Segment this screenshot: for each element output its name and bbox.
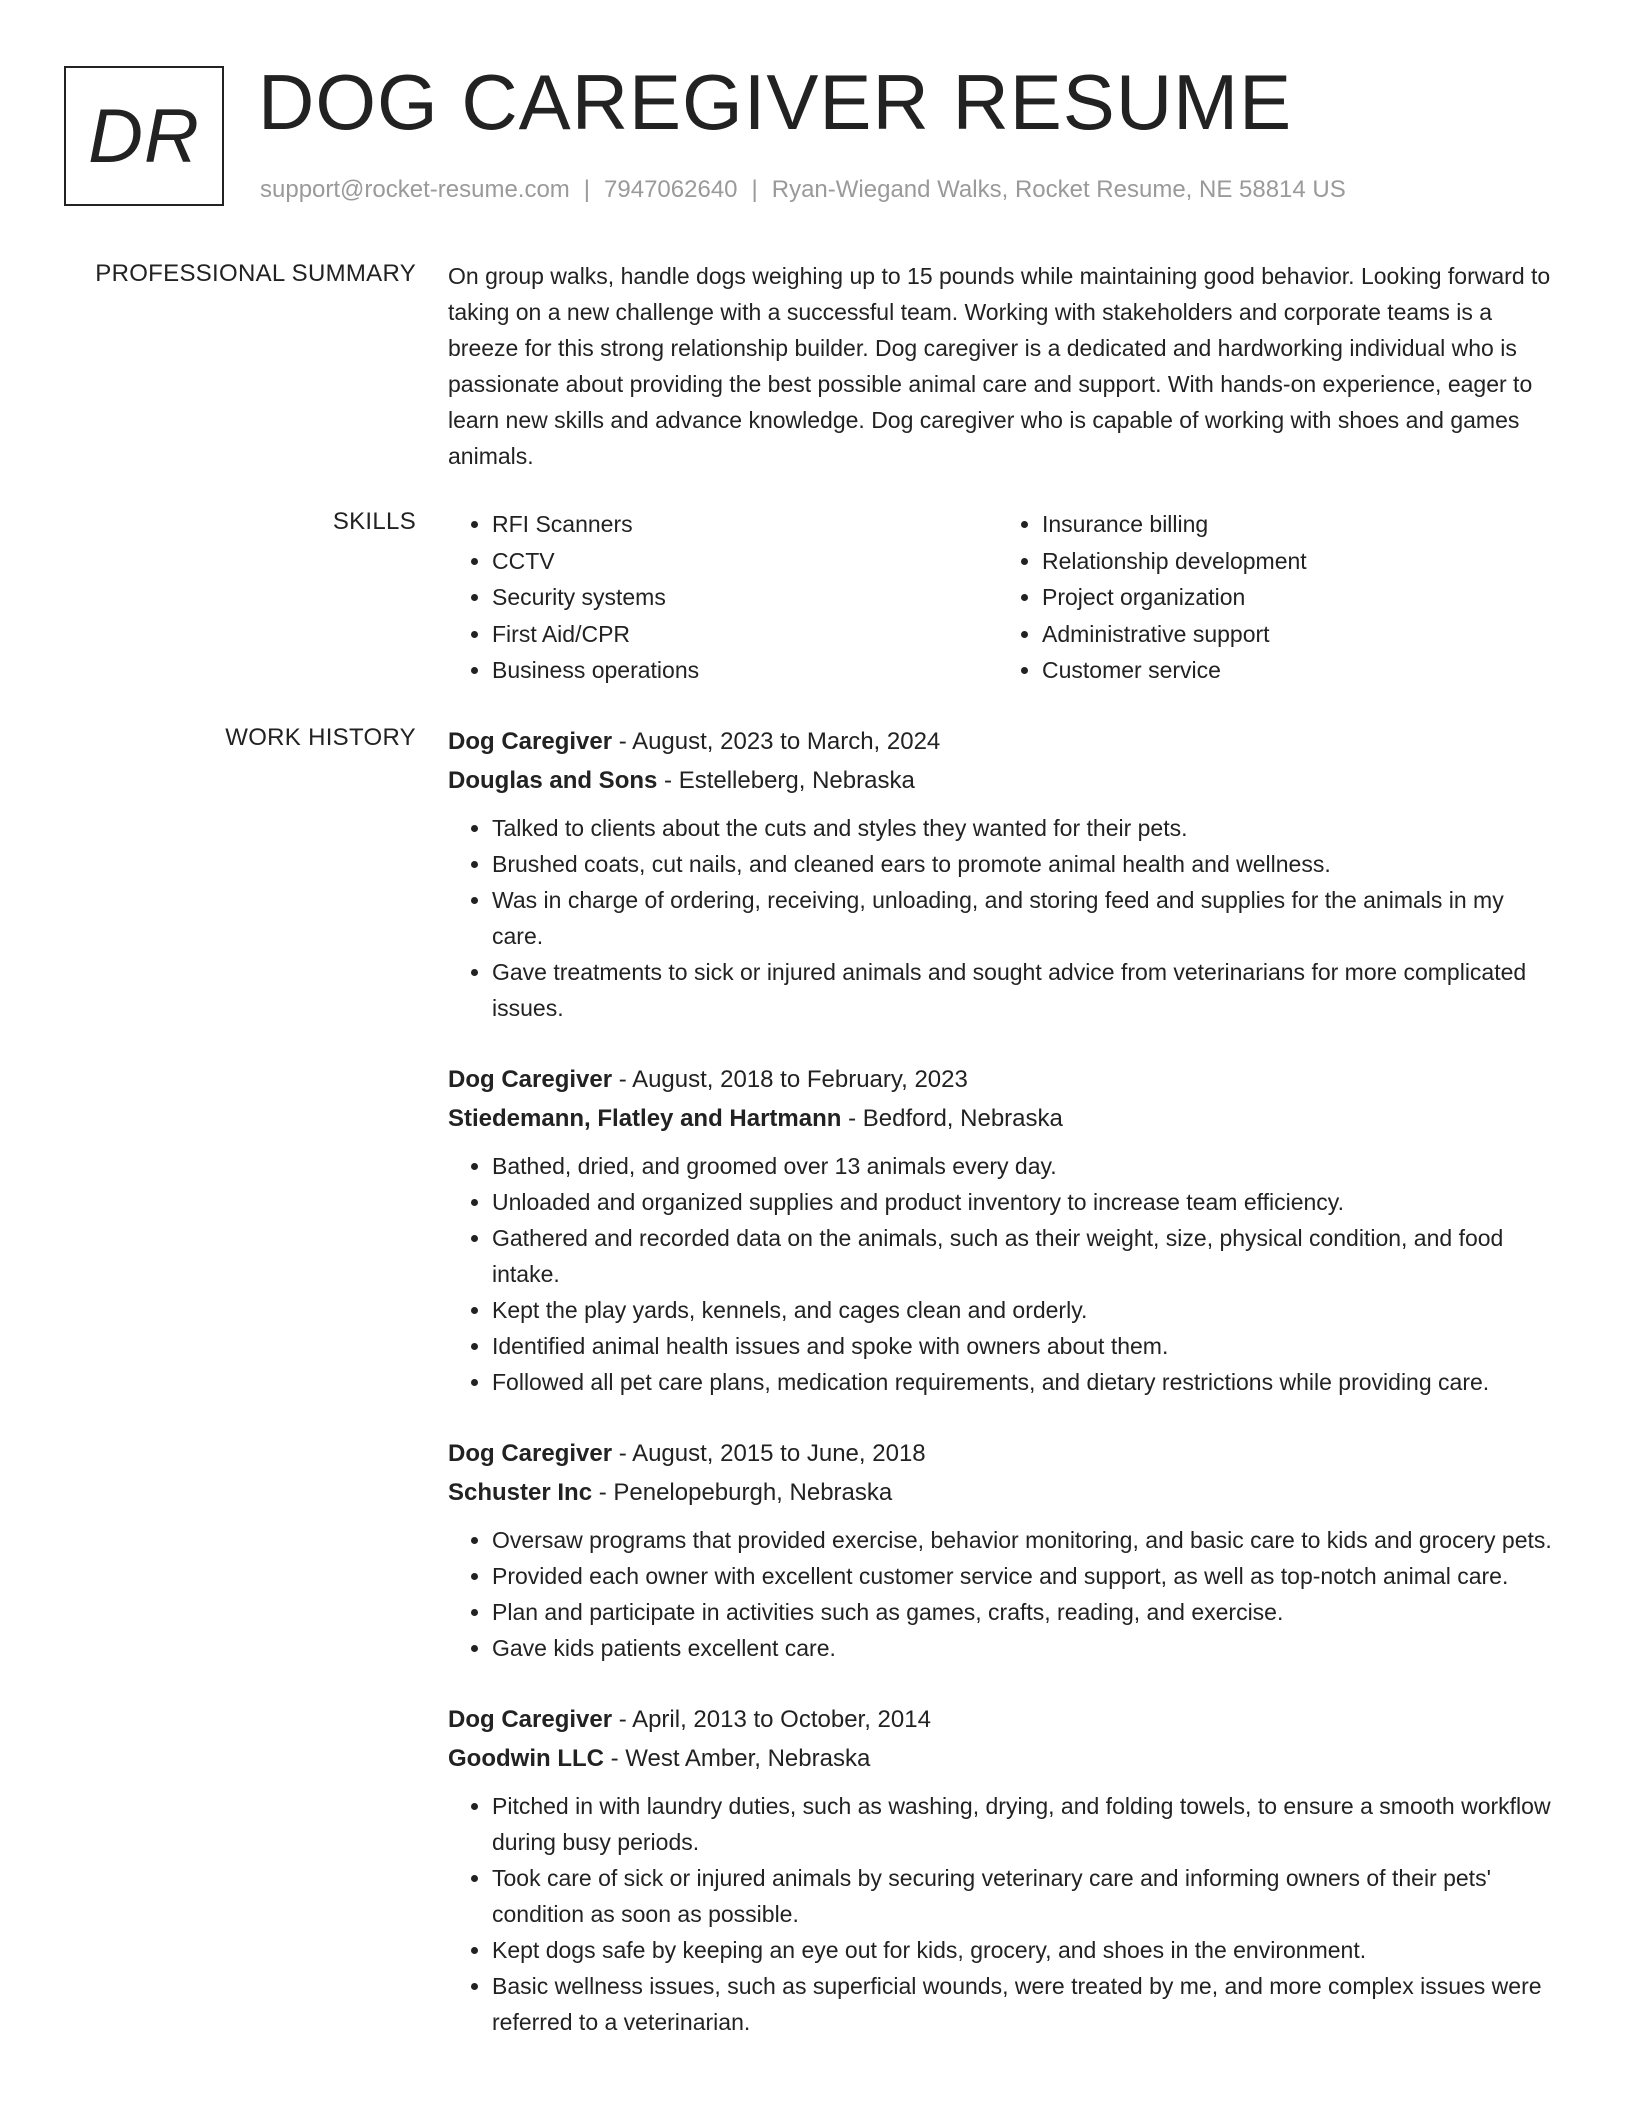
job-bullet: • Basic wellness issues, such as superficial wounds, were treated by me, and more complex issues were referred to a veterinarian. xyxy=(492,1968,1558,2040)
section-label-work: WORK HISTORY xyxy=(225,724,416,751)
job-company: Schuster Inc xyxy=(448,1479,593,1506)
job-bullet: • Took care of sick or injured animals by securing veterinary care and informing owners of their pets' condition as soon as possible. xyxy=(492,1860,1558,1932)
job-dates: - August, 2018 to February, 2023 xyxy=(612,1066,968,1093)
skill-item: • RFI Scanners xyxy=(492,506,998,543)
job-title: Dog Caregiver xyxy=(448,728,613,755)
section-label-summary: PROFESSIONAL SUMMARY xyxy=(95,260,416,287)
job-bullet: • Identified animal health issues and spoke with owners about them. xyxy=(492,1328,1558,1364)
job-entry xyxy=(448,722,1558,1026)
resume-title: DOG CAREGIVER RESUME xyxy=(258,58,1293,146)
job-bullet: • Pitched in with laundry duties, such as washing, drying, and folding towels, to ensure a smooth workflow during busy periods. xyxy=(492,1788,1558,1860)
job-company-line xyxy=(448,761,1558,800)
job-bullets xyxy=(448,810,1558,1026)
skills-list-left xyxy=(448,506,998,689)
job-bullet: • Kept the play yards, kennels, and cages clean and orderly. xyxy=(492,1292,1558,1328)
job-company-line xyxy=(448,1099,1558,1138)
job-bullet: • Talked to clients about the cuts and styles they wanted for their pets. xyxy=(492,810,1558,846)
work-history-body xyxy=(448,722,1558,2074)
job-dates: - August, 2023 to March, 2024 xyxy=(612,728,941,755)
job-company: Douglas and Sons xyxy=(448,767,658,794)
job-company: Goodwin LLC xyxy=(448,1745,604,1772)
job-dates: - August, 2015 to June, 2018 xyxy=(612,1440,926,1467)
job-bullets xyxy=(448,1148,1558,1400)
job-bullets xyxy=(448,1788,1558,2040)
job-title-line xyxy=(448,1434,1558,1473)
skill-item: • Relationship development xyxy=(1042,543,1548,580)
contact-email: support@rocket-resume.com xyxy=(260,176,570,203)
job-bullet: • Followed all pet care plans, medication requirements, and dietary restrictions while providing care. xyxy=(492,1364,1558,1400)
skill-item: • CCTV xyxy=(492,543,998,580)
monogram-box xyxy=(64,66,224,206)
job-bullet: • Oversaw programs that provided exercise, behavior monitoring, and basic care to kids and grocery pets. xyxy=(492,1522,1558,1558)
job-bullet: • Provided each owner with excellent customer service and support, as well as top-notch animal care. xyxy=(492,1558,1558,1594)
job-bullet: • Kept dogs safe by keeping an eye out for kids, grocery, and shoes in the environment. xyxy=(492,1932,1558,1968)
job-bullet: • Gathered and recorded data on the animals, such as their weight, size, physical condition, and food intake. xyxy=(492,1220,1558,1292)
job-location: - Bedford, Nebraska xyxy=(841,1105,1063,1132)
job-bullet: • Was in charge of ordering, receiving, unloading, and storing feed and supplies for the animals in my care. xyxy=(492,882,1558,954)
skills-list-right xyxy=(998,506,1548,689)
job-title-line xyxy=(448,722,1558,761)
job-entry xyxy=(448,1434,1558,1666)
job-title: Dog Caregiver xyxy=(448,1706,613,1733)
skill-item: • Administrative support xyxy=(1042,616,1548,653)
job-title-line xyxy=(448,1060,1558,1099)
job-location: - Estelleberg, Nebraska xyxy=(657,767,915,794)
job-location: - Penelopeburgh, Nebraska xyxy=(592,1479,893,1506)
job-entry xyxy=(448,1700,1558,2040)
job-bullet: • Plan and participate in activities such as games, crafts, reading, and exercise. xyxy=(492,1594,1558,1630)
summary-text: On group walks, handle dogs weighing up to 15 pounds while maintaining good behavior. Looking forward to taking on a new challenge with a successful team. Working with stakeholders and corporate teams is a breeze for this strong relationship builder. Dog caregiver is a dedicated and hardworking individual who is passionate about providing the best possible animal care and support. With hands-on experience, eager to learn new skills and advance knowledge. Dog caregiver who is capable of working with shoes and games animals. xyxy=(448,263,1551,469)
contact-line xyxy=(260,176,1346,204)
job-company: Stiedemann, Flatley and Hartmann xyxy=(448,1105,842,1132)
section-label-skills: SKILLS xyxy=(332,508,416,535)
job-title-line xyxy=(448,1700,1558,1739)
skill-item: • Project organization xyxy=(1042,579,1548,616)
job-bullet: • Gave kids patients excellent care. xyxy=(492,1630,1558,1666)
contact-separator: | xyxy=(751,176,758,203)
job-company-line xyxy=(448,1739,1558,1778)
job-bullets xyxy=(448,1522,1558,1666)
skills-grid xyxy=(448,506,1558,689)
monogram-initials: DR xyxy=(88,93,200,179)
job-location: - West Amber, Nebraska xyxy=(603,1745,871,1772)
skill-item: • Security systems xyxy=(492,579,998,616)
contact-separator: | xyxy=(583,176,591,203)
skill-item: • First Aid/CPR xyxy=(492,616,998,653)
job-dates: - April, 2013 to October, 2014 xyxy=(612,1706,931,1733)
skill-item: • Business operations xyxy=(492,652,998,689)
job-bullet: • Brushed coats, cut nails, and cleaned ears to promote animal health and wellness. xyxy=(492,846,1558,882)
contact-address: Ryan-Wiegand Walks, Rocket Resume, NE 58814 US xyxy=(771,176,1346,203)
contact-phone: 7947062640 xyxy=(604,176,738,203)
skill-item: • Customer service xyxy=(1042,652,1548,689)
job-bullet: • Gave treatments to sick or injured animals and sought advice from veterinarians for more complicated issues. xyxy=(492,954,1558,1026)
job-title: Dog Caregiver xyxy=(448,1066,613,1093)
job-company-line xyxy=(448,1473,1558,1512)
skill-item: • Insurance billing xyxy=(1042,506,1548,543)
job-entry xyxy=(448,1060,1558,1400)
job-bullet: • Unloaded and organized supplies and product inventory to increase team efficiency. xyxy=(492,1184,1558,1220)
job-bullet: • Bathed, dried, and groomed over 13 animals every day. xyxy=(492,1148,1558,1184)
job-title: Dog Caregiver xyxy=(448,1440,613,1467)
